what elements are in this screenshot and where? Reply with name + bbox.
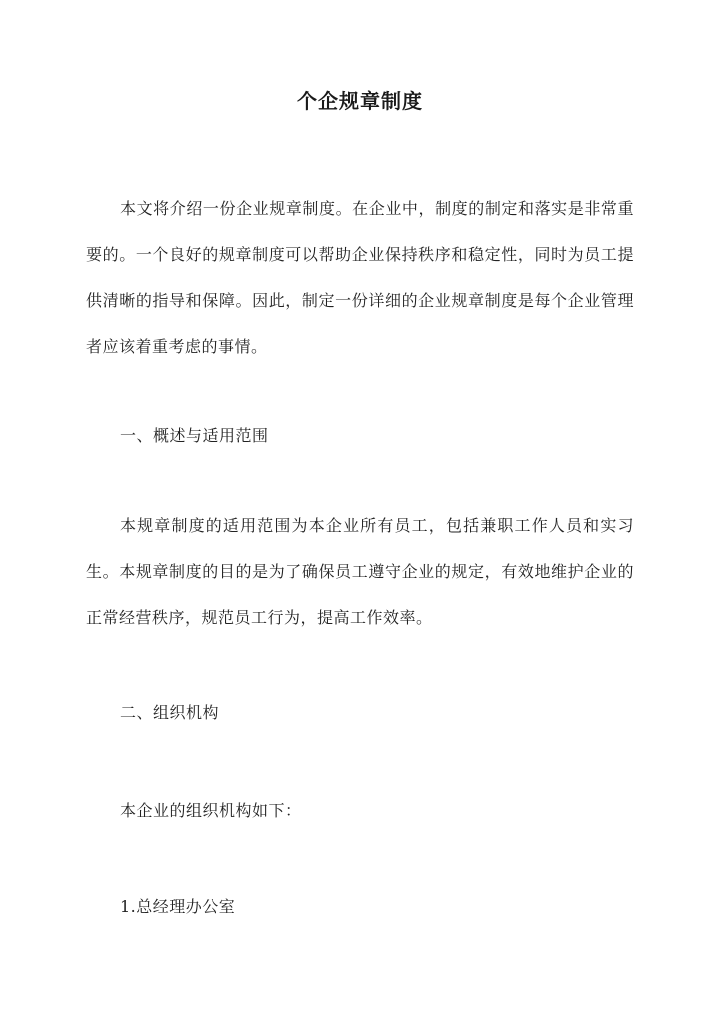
section-1-heading: 一、概述与适用范围: [120, 426, 269, 445]
document-title: 个企规章制度: [297, 89, 423, 113]
section-2-paragraph: 本企业的组织机构如下：: [120, 801, 302, 820]
list-item: 1.总经理办公室: [120, 897, 236, 916]
section-1-paragraph: 本规章制度的适用范围为本企业所有员工，包括兼职工作人员和实习生。本规章制度的目的是为了确保员工遵守企业的规定，有效地维护企业的正常经营秩序，规范员工行为，提高工作效率。: [86, 516, 634, 627]
section-2-heading: 二、组织机构: [120, 703, 220, 722]
intro-paragraph: 本文将介绍一份企业规章制度。在企业中，制度的制定和落实是非常重要的。一个良好的规章制度可以帮助企业保持秩序和稳定性，同时为员工提供清晰的指导和保障。因此，制定一份详细的企业规章制度是每个企业管理者应该着重考虑的事情。: [86, 199, 634, 356]
